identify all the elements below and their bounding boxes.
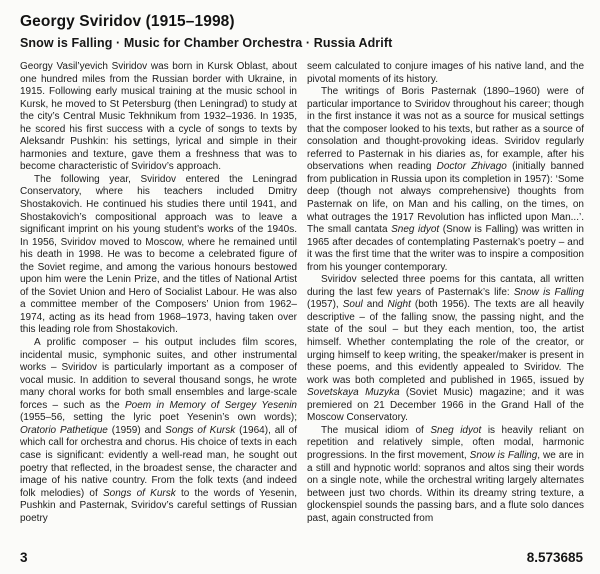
text-run: (1957), [307,299,343,311]
paragraph [20,61,297,174]
page-number: 3 [20,550,28,565]
page-title: Georgy Sviridov (1915–1998) [20,13,235,30]
text-run: and [362,299,388,311]
text-run: (1959) and [107,424,166,436]
text-run: (Snow is Falling) was written in 1965 after decades of contemplating Pasternak’s poetry – and it was the first time that the writer was to inspire a composition from his younger contemporary. [307,224,584,273]
text-run: Georgy Vasil’yevich Sviridov was born in Kursk Oblast, about one hundred miles from the Russian border with Ukraine, in 1915. Following early musical training at the music school in Kursk, he moved to St Petersburg (then Leningrad) to study at the city’s Central Music Tekhnikum from 1932–1936. In 1935, he scored his first success with a cycle of songs to texts by Aleksandr Pushkin: his settings, lyrical and simple in their harmonies and texture, gave them a freshness that was to become characteristic of Sviridov’s approach. [20,61,297,173]
paragraph [307,274,584,425]
right-column [307,61,584,525]
italic-text-run: Night [387,299,411,311]
italic-text-run: Songs of Kursk [165,424,236,436]
text-run: The following year, Sviridov entered the Leningrad Conservatory, where his teachers included Dmitry Shostakovich. He continued his studies there until 1941, and Shostakovich’s compositional approach was to leave a significant imprint on his young student’s works of the 1940s. In 1956, Sviridov moved to Moscow, where he remained until his death in 1998. He was to become a celebrated figure of the Soviet regime, and among the various honours bestowed upon him were the Lenin Prize, and the titles of National Artist of the Soviet Union and Hero of Socialist Labour. He was also a committee member of the Composers’ Union from 1962–1974, acting as its head from 1968–1973, having taken over this leading role from Shostakovich. [20,173,297,336]
text-run: Sviridov selected three poems for this cantata, all written during the last few years of Pasternak’s life: [307,274,584,298]
text-run: The musical idiom of [321,424,431,436]
left-column [20,61,297,525]
text-run: to the words of Yesenin, Pushkin and Pasternak, Sviridov’s careful settings of Russian poetry [20,487,298,524]
italic-text-run: Snow is Falling [513,286,584,298]
paragraph [20,337,297,525]
italic-text-run: Sneg idyot [391,224,440,236]
paragraph [20,174,297,337]
italic-text-run: Oratorio Pathetique [20,424,108,436]
text-run: A prolific composer – his output includes film scores, incidental music, symphonic suites, and other instrumental works – Sviridov is particularly important as a composer of vocal music. In addition to several thousand songs, he wrote many choral works for both small ensembles and large-scale forces – such as the [20,337,297,411]
paragraph [307,86,584,274]
italic-text-run: Poem in Memory of Sergey Yesenin [124,399,297,411]
italic-text-run: Doctor Zhivago [436,161,507,173]
text-run: seem calculated to conjure images of his native land, and the pivotal moments of its history. [307,61,584,85]
text-run: The writings of Boris Pasternak (1890–1960) were of particular importance to Sviridov throughout his career; though in the first instance it was not as a source for musical settings that the composer looked to his texts, but rather as a source of consolation and thought-provoking ideas. Sviridov regularly referred to Pasternak in his diaries as, for example, after his observations when reading [307,86,584,173]
text-run: (1964), all of which call for orchestra and chorus. His choice of texts in each case is significant: evidently a well-read man, he sought out poetry that reflected, in the broadest sense, the character and image of his native country. From the folk texts (and indeed folk melodies) of [20,424,297,499]
text-run: (Soviet Music) magazine; and it was premiered on 21 December 1966 in the Grand Hall of the Moscow Conservatory. [307,387,584,424]
italic-text-run: Songs of Kursk [102,487,176,499]
italic-text-run: Sovetskaya Muzyka [307,387,400,399]
text-run: (both 1956). The texts are all heavily descriptive – of the falling snow, the passing night, and the state of the soul – but they each mention, too, the artist himself. Whether contemplating the role of the creator, or urging himself to keep writing, the speaker/maker is present in these poems, and this evidently appealed to Sviridov. The work was both completed and published in 1965, issued by [307,299,584,386]
page-subtitle: Snow is Falling · Music for Chamber Orchestra · Russia Adrift [20,36,393,50]
text-run: , we are in a still and hypnotic world: sopranos and altos sing their words on a single note, while the orchestral writing largely alternates between just two chords. Within its dreamy string texture, a glockenspiel sounds the passing bars, and a flute solo dances past, again constructed from [307,449,584,524]
page-footer [20,550,583,565]
text-run: (1955–56, setting the lyric poet Yesenin’s own words); [20,412,297,424]
paragraph [307,425,584,525]
text-run: is heavily reliant on repetition and relatively simple, often modal, harmonic progressions. In the first movement, [307,424,585,461]
italic-text-run: Soul [342,299,363,311]
text-run: (initially banned from publication in Russia upon its completion in 1957): ‘Some deep (though not always comprehensive) thoughts from Pasternak on life, on Man and his calling, on the times, on what outrages the 1917 Revolution has inflicted upon Man...’. The small cantata [307,161,584,236]
paragraph [307,61,584,86]
italic-text-run: Snow is Falling [469,449,538,461]
italic-text-run: Sneg idyot [430,424,482,436]
text-columns [20,61,584,525]
catalog-number: 8.573685 [526,550,583,565]
